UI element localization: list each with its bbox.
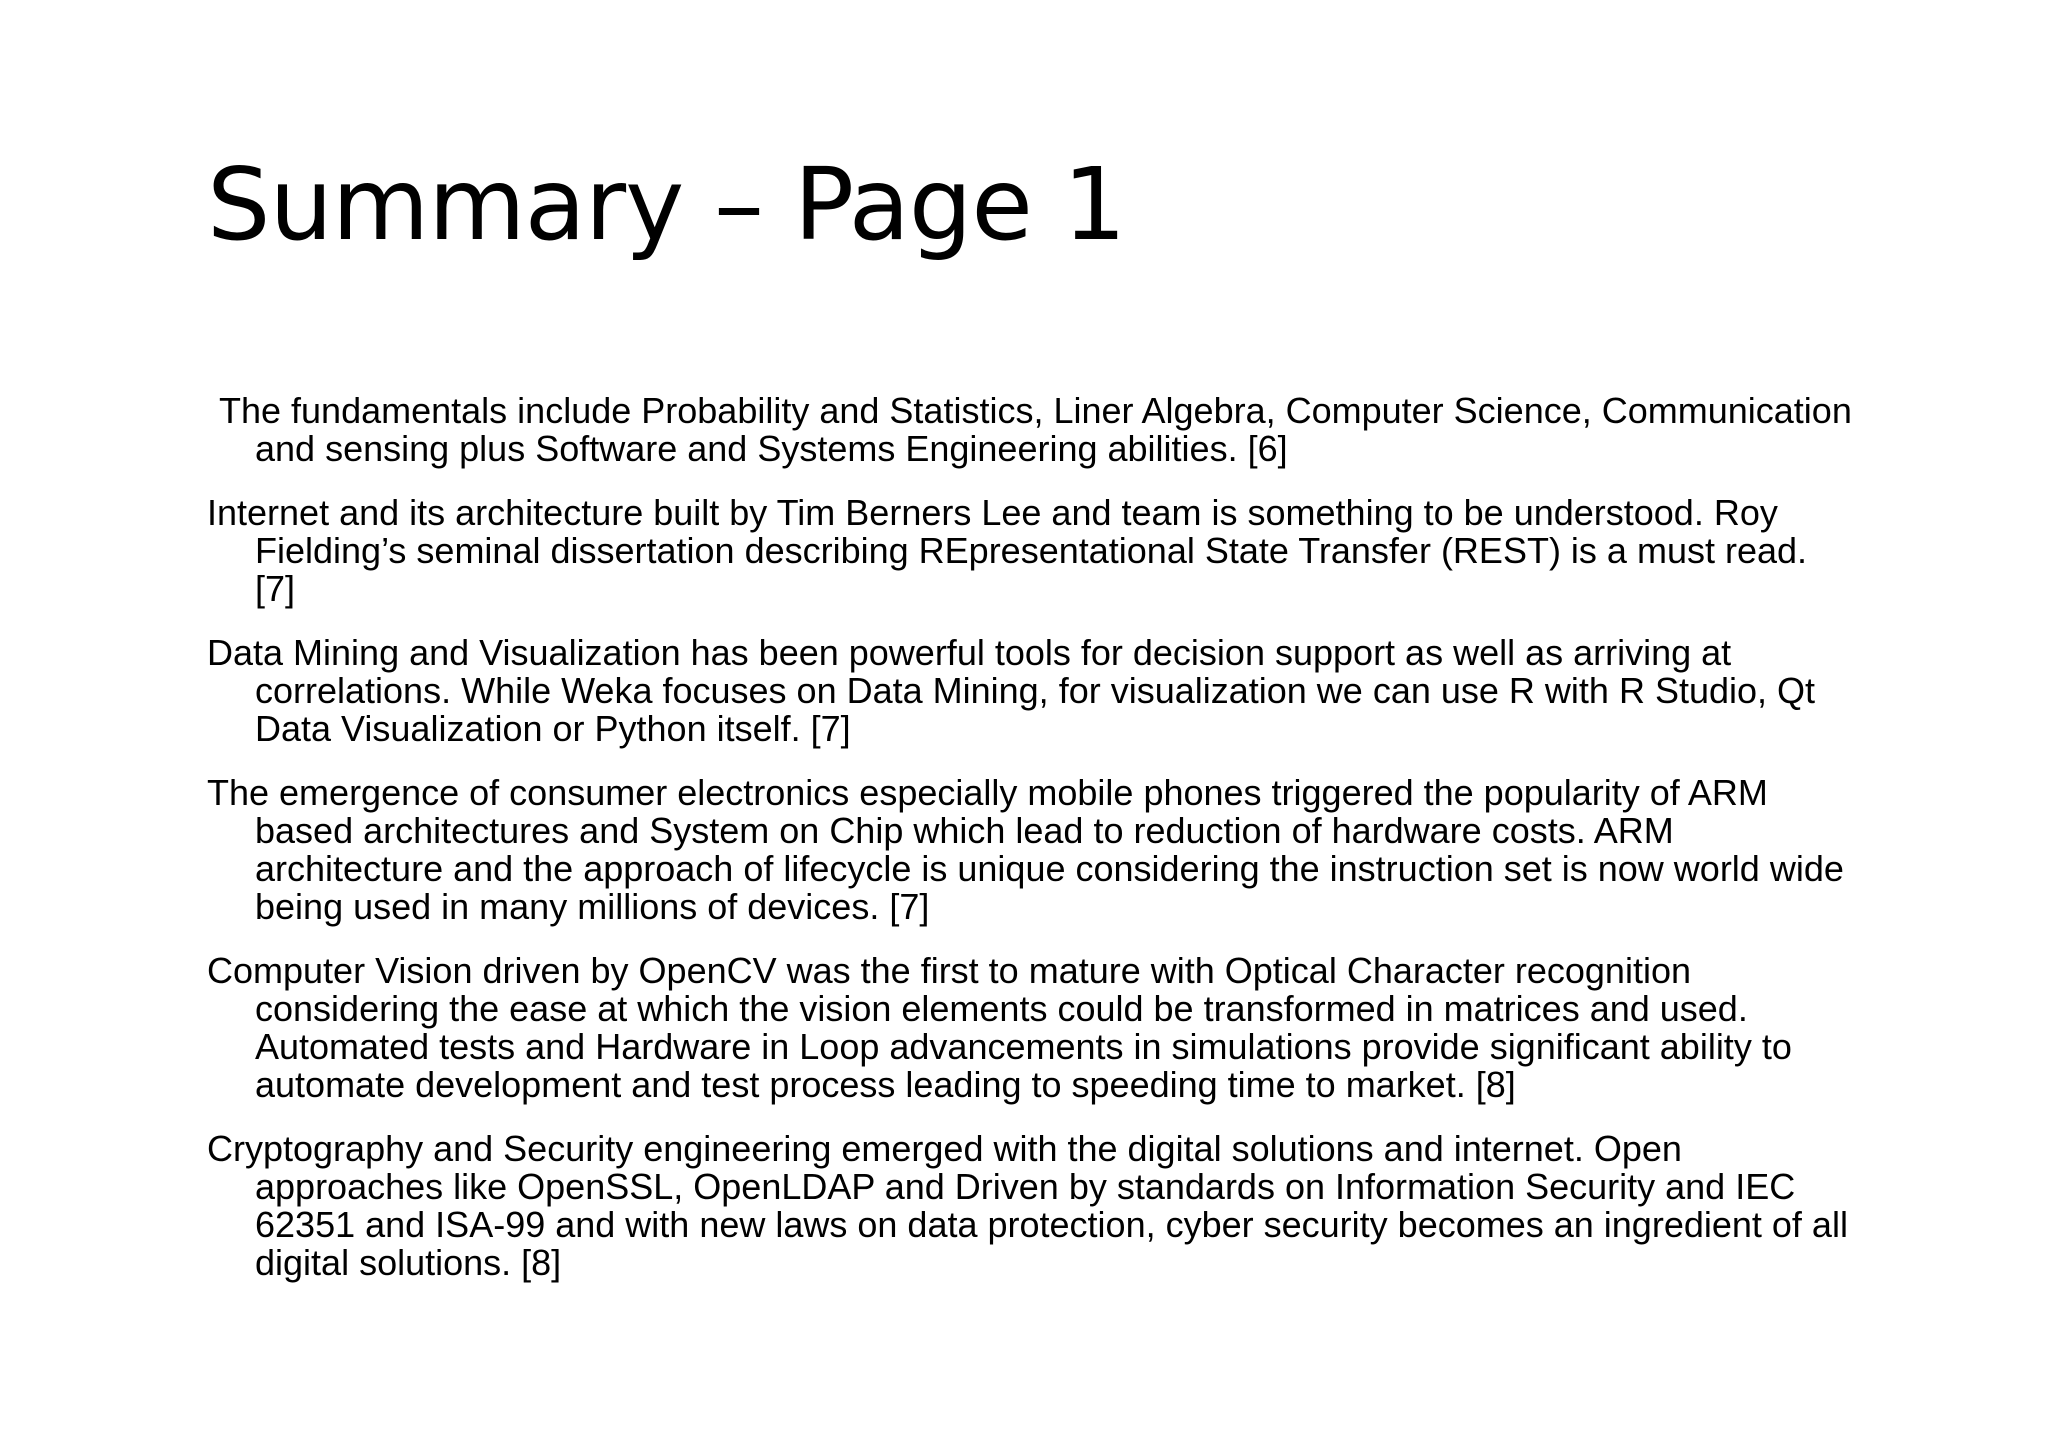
paragraph-computer-vision: Computer Vision driven by OpenCV was the first to mature with Optical Character recognition considering the ease at which the vision elements could be transformed in matrices and used. Automated tests and Hardware in Loop advancements in simulations provide significant ability to automate development and test process leading to speeding time to market. [8] xyxy=(207,950,1792,1105)
paragraph-consumer-electronics-arm: The emergence of consumer electronics especially mobile phones triggered the popularity of ARM based architectures and System on Chip which lead to reduction of hardware costs. ARM architecture and the approach of lifecycle is unique considering the instruction set is now world wide being used in many millions of devices. [7] xyxy=(207,772,1844,927)
slide-title: Summary – Page 1 xyxy=(207,146,1126,263)
paragraph-internet-architecture: Internet and its architecture built by Tim Berners Lee and team is something to be understood. Roy Fielding’s seminal dissertation describing REpresentational State Transfer (REST) is a must read. [7] xyxy=(207,492,1808,609)
slide-body xyxy=(207,392,1857,1308)
paragraph-data-mining-visualization: Data Mining and Visualization has been powerful tools for decision support as well as arriving at correlations. While Weka focuses on Data Mining, for visualization we can use R with R Studio, Qt Data Visualization or Python itself. [7] xyxy=(207,632,1816,749)
paragraph-cryptography-security: Cryptography and Security engineering emerged with the digital solutions and internet. Open approaches like OpenSSL, OpenLDAP and Driven by standards on Information Security and IEC 62351 and ISA-99 and with new laws on data protection, cyber security becomes an ingredient of all digital solutions. [8] xyxy=(207,1128,1848,1283)
paragraph-fundamentals: The fundamentals include Probability and Statistics, Liner Algebra, Computer Science, Communication and sensing plus Software and Systems Engineering abilities. [6] xyxy=(219,390,1852,469)
